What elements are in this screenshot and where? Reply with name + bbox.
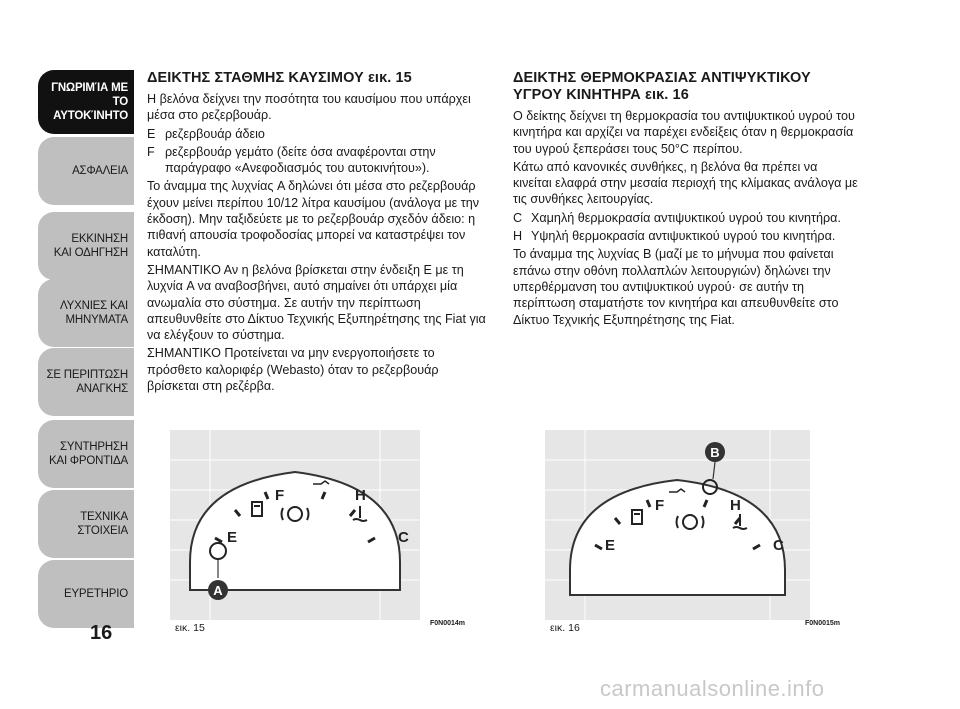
paragraph: ΣΗΜΑΝΤΙΚΟ Προτείνεται να μην ενεργοποιήσετε το πρόσθετο καλοριφέρ (Webasto) όταν το ρεζερβουάρ βρίσκεται στη ρεζέρβα. <box>147 346 439 394</box>
item-key: C <box>513 210 523 225</box>
temperature-gauge-section <box>513 70 858 330</box>
figure-temperature-gauge <box>545 430 865 626</box>
label-e: E <box>227 529 238 546</box>
tab-safety[interactable] <box>38 137 134 205</box>
paragraph: Ο δείκτης δείχνει τη θερμοκρασία του αντιψυκτικού υγρού του κινητήρα και αρχίζει να παρέχει ενδείξεις όταν η θερμοκρασία του υγρού ξεπεράσει τους 50°C περίπου. <box>513 109 855 156</box>
label-c: C <box>398 529 409 546</box>
label-f: F <box>275 487 285 504</box>
tab-label: ΛΥΧΝΙΕΣ ΚΑΙ ΜΗΝΥΜΑΤΑ <box>60 300 128 326</box>
item-text: Χαμηλή θερμοκρασία αντιψυκτικού υγρού του κινητήρα. <box>531 210 841 225</box>
list-item <box>513 228 858 244</box>
callout-b-label: B <box>710 445 720 460</box>
tab-emergency[interactable] <box>38 348 134 416</box>
paragraph: Το άναμμα της λυχνίας B (μαζί με το μήνυμα που φαίνεται επάνω στην οθόνη πολλαπλών λειτουργιών) δηλώνει την υπερθέρμανση του αντιψυκτικού υγρού· σε αυτήν τη περίπτωση σταματήστε τον κινητήρα και απευθυνθείτε στο Δίκτυο Τεχνικής Εξυπηρέτησης της Fiat. <box>513 247 839 327</box>
label-h: H <box>730 497 741 514</box>
item-text: Υψηλή θερμοκρασία αντιψυκτικού υγρού του κινητήρα. <box>531 229 836 244</box>
tab-label: ΤΕΧΝΙΚΑ ΣΤΟΙΧΕΙΑ <box>77 511 128 537</box>
label-e: E <box>605 537 616 554</box>
paragraph: Κάτω από κανονικές συνθήκες, η βελόνα θα πρέπει να κινείται ελαφρά στην μεσαία περιοχή της κλίμακας ανάλογα με τις συνθήκες λειτουργίας. <box>513 159 858 207</box>
figure-code: F0N0015m <box>805 620 841 627</box>
paragraph: ΣΗΜΑΝΤΙΚΟ Αν η βελόνα βρίσκεται στην ένδειξη E με τη λυχνία A να αναβοσβήνει, αυτό σημαίνει ότι υπάρχει μία ανωμαλία στο σύστημα. Σε αυτήν την περίπτωση απευθυνθείτε στο Δίκτυο Τεχνικής Εξυπηρέτησης της Fiat για να ελέγξουν το σύστημα. <box>147 262 486 343</box>
fuel-gauge-illustration <box>170 430 490 626</box>
item-key: E <box>147 126 156 141</box>
section-title: ΔΕΙΚΤΗΣ ΣΤΑΘΜΗΣ ΚΑΥΣΙΜΟΥ εικ. 15 <box>147 70 412 86</box>
callout-a-label: A <box>213 583 223 598</box>
tab-warning-lights[interactable] <box>38 279 134 347</box>
figure-caption: εικ. 16 <box>550 622 580 634</box>
page-number: 16 <box>90 622 113 644</box>
label-h: H <box>355 487 366 504</box>
item-text: ρεζερβουάρ γεμάτο (δείτε όσα αναφέρονται στην παράγραφο «Ανεφοδιασμός του αυτοκινήτου»). <box>165 144 436 176</box>
paragraph: Το άναμμα της λυχνίας A δηλώνει ότι μέσα στο ρεζερβουάρ έχουν μείνει περίπου 10/12 λίτρα καυσίμου (ανάλογα με την έκδοση). Μην ταξιδεύετε με το ρεζερβουάρ σχεδόν άδειο: η πιθανή απουσία τροφοδοσίας μπορεί να καταστρέψει τον καταλύτη. <box>147 179 480 259</box>
list-item <box>513 210 858 226</box>
tab-starting-driving[interactable] <box>38 212 134 280</box>
item-key: F <box>147 144 155 159</box>
tab-label: ΑΣΦΑΛΕΙΑ <box>72 165 128 177</box>
item-text: ρεζερβουάρ άδειο <box>165 126 265 141</box>
tab-label: ΣΕ ΠΕΡΙΠΤΩΣΗ ΑΝΑΓΚΗΣ <box>46 369 128 395</box>
tab-technical-data[interactable] <box>38 490 134 558</box>
tab-maintenance[interactable] <box>38 420 134 488</box>
figure-caption: εικ. 15 <box>175 622 205 634</box>
fuel-gauge-section <box>147 70 487 396</box>
tab-getting-to-know[interactable] <box>38 70 134 134</box>
tab-label: ΕΥΡΕΤΗΡΙΟ <box>63 588 128 600</box>
watermark: carmanualsonline.info <box>600 676 825 701</box>
temperature-gauge-illustration <box>545 430 865 626</box>
tab-label: ΣΥΝΤΗΡΗΣΗ ΚΑΙ ΦΡΟΝΤΙΔΑ <box>49 441 128 467</box>
section-title: ΔΕΙΚΤΗΣ ΘΕΡΜΟΚΡΑΣΙΑΣ ΑΝΤΙΨΥΚΤΙΚΟΥ ΥΓΡΟΥ ΚΙΝΗΤΗΡΑ εικ. 16 <box>513 70 811 103</box>
list-item <box>147 126 487 142</box>
label-c: C <box>773 537 784 554</box>
list-item <box>147 144 487 177</box>
paragraph: Η βελόνα δείχνει την ποσότητα του καυσίμου που υπάρχει μέσα στο ρεζερβουάρ. <box>147 92 471 123</box>
figure-code: F0N0014m <box>430 620 466 627</box>
tab-label: ΓΝΩΡΙΜΊΑ ΜΕ ΤΟ ΑΥΤΟΚΊΝΗΤΟ <box>51 82 128 122</box>
item-key: H <box>513 229 523 244</box>
label-f: F <box>655 497 665 514</box>
figure-fuel-gauge <box>170 430 490 626</box>
tab-index[interactable] <box>38 560 134 628</box>
tab-label: ΕΚΚΙΝΗΣΗ ΚΑΙ ΟΔΗΓΗΣΗ <box>53 233 128 259</box>
